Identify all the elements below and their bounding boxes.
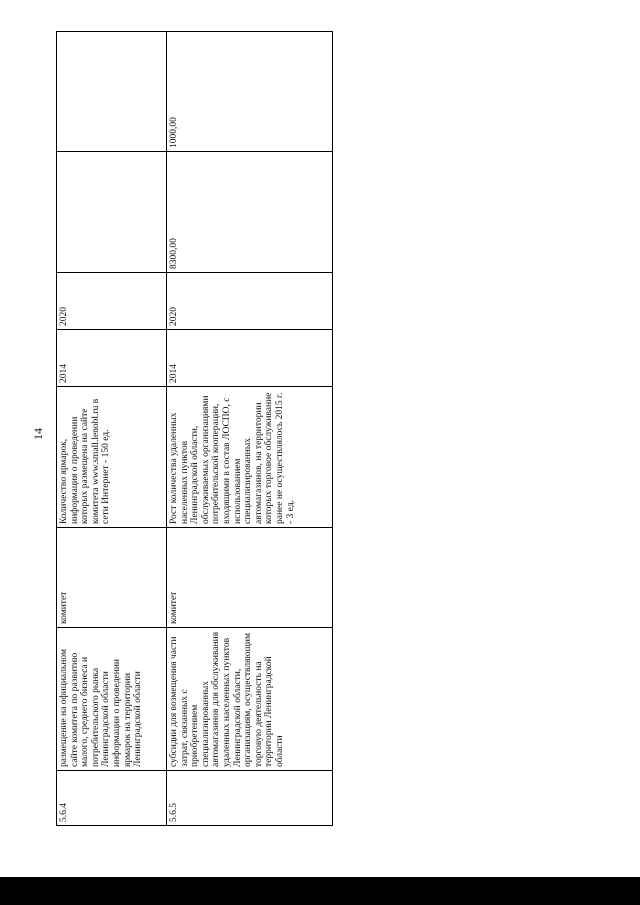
executor: комитет [57, 528, 167, 628]
table-row [167, 32, 333, 826]
page-number: 14 [31, 428, 45, 440]
event-description: субсидии для возмещения части затрат, связанных с приобретением специализированных автомагазинов для обслуживания удаленных населенных пунктов Ленинградской области, организациям, осуществляющим торговую деятельность на территории Ленинградской области [167, 628, 333, 771]
funding-amount: 1000,00 [167, 32, 333, 152]
funding-amount [57, 32, 167, 152]
indicator: Рост количества удаленных населенных пунктов Ленинградской области, обслуживаемых организациями потребительской кооперации, входящими в состав ЛОСПО, с использованием специализированных автомагазинов, на территории которых торговое обслуживание ранее не осуществлялось 2015 г. - 3 ед. [167, 387, 333, 528]
start-year: 2014 [57, 330, 167, 387]
rotated-table-wrapper [56, 32, 332, 826]
funding-amount: 8300,00 [167, 152, 333, 273]
funding-amount [57, 152, 167, 273]
executor: комитет [167, 528, 333, 628]
start-year: 2014 [167, 330, 333, 387]
table-row [57, 32, 167, 826]
end-year: 2020 [167, 273, 333, 330]
program-events-table [56, 31, 333, 826]
row-number: 5.6.5 [167, 771, 333, 826]
event-description: размещение на официальном сайте комитета по развитию малого, среднего бизнеса и потребительского рынка Ленинградской области информации о проведении ярмарок на территории Ленинградской области [57, 628, 167, 771]
row-number: 5.6.4 [57, 771, 167, 826]
indicator: Количество ярмарок, информация о проведении которых размещена на сайте комитета www.small.lenobl.ru в сети Интернет - 150 ед. [57, 387, 167, 528]
end-year: 2020 [57, 273, 167, 330]
scan-border-bar [0, 877, 640, 905]
